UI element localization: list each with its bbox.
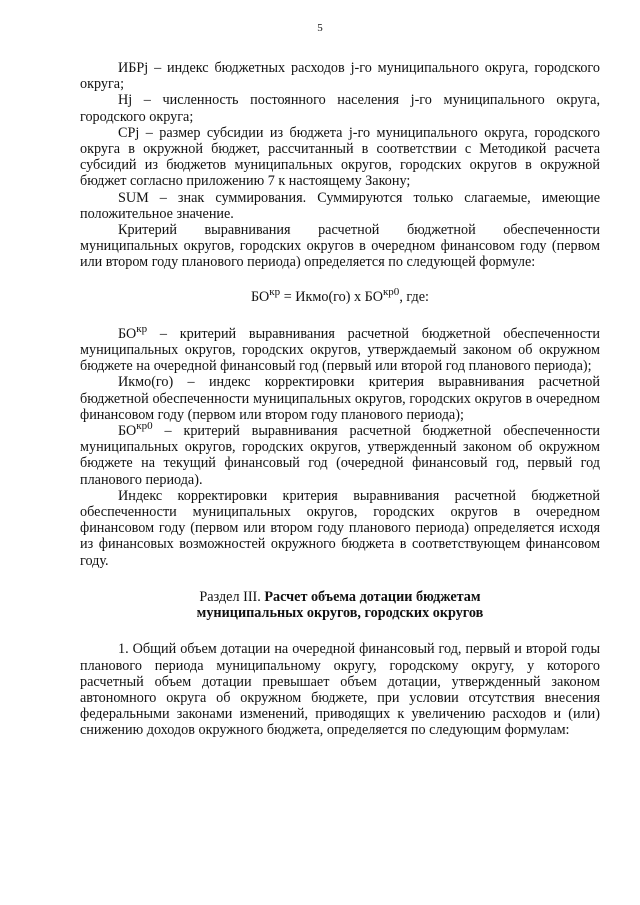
term-sup: кр0	[136, 420, 153, 433]
section-title-line1: Расчет объема дотации бюджетам	[264, 588, 481, 605]
term: БО	[118, 325, 137, 342]
formula-middle: = Икмо(го) х БО	[280, 288, 383, 305]
section-heading	[80, 589, 600, 621]
section-label: Раздел III.	[199, 588, 265, 605]
term-text: – критерий выравнивания расчетной бюджетной обеспеченности муниципальных округов, городских округов, утверждаемый законом об окружном бюджете на очередной финансовый год (первый или второй год планового периода);	[80, 325, 600, 375]
index-paragraph: Индекс корректировки критерия выравнивания расчетной бюджетной обеспеченности муниципальных округов, городских округов в очередном финансовом году (первом или втором году планового периода) определяется исходя из финансовых возможностей окружного бюджета в соответствующем финансовом году.	[80, 487, 600, 569]
definition-bokr	[80, 322, 600, 375]
term: БО	[118, 423, 137, 440]
formula	[80, 285, 600, 305]
definition-population: Нj – численность постоянного населения j-го муниципального округа, городского округа;	[80, 92, 600, 125]
term: Икмо(го)	[118, 374, 174, 391]
definition-sum: SUM – знак суммирования. Суммируются только слагаемые, имеющие положительное значение.	[80, 189, 600, 222]
criterion-intro: Критерий выравнивания расчетной бюджетной обеспеченности муниципальных округов, городских округов в очередном финансовом году (первом или втором году планового периода) определяется по следующей формуле:	[80, 222, 600, 271]
term-text: – критерий выравнивания расчетной бюджетной обеспеченности муниципальных округов, городских округов, утвержденный законом об окружном бюджете на текущий финансовый год (очередной финансовый год, первый год планового периода).	[80, 423, 600, 488]
page-content	[80, 60, 600, 739]
definition-bokr0	[80, 420, 600, 488]
definition-subsidy: СРj – размер субсидии из бюджета j-го муниципального округа, городского округа в окружной бюджет, рассчитанный в соответствии с Методикой расчета субсидий из бюджетов муниципальных округов, городских округов в окружной бюджет согласно приложению 7 к настоящему Закону;	[80, 124, 600, 190]
term-text: – индекс корректировки критерия выравнивания расчетной бюджетной обеспеченности муниципальных округов, городских округов в очередном финансовом году (первом или втором году планового периода);	[80, 374, 600, 423]
term-sup: кр	[136, 322, 148, 335]
formula-left: БО	[251, 288, 270, 305]
formula-tail: , где:	[399, 288, 429, 305]
section-title-line2: муниципальных округов, городских округов	[196, 605, 484, 622]
formula-right-sup: кр0	[382, 285, 400, 298]
page-number: 5	[317, 22, 323, 34]
item-1: 1. Общий объем дотации на очередной финансовый год, первый и второй годы планового периода муниципальному округу, городскому округу, у которого расчетный объем дотации превышает объем дотации, утвержденный законом автономного округа об окружном бюджете, при условии отсутствия внесения федеральными законами изменений, приводящих к увеличению расходов и (или) снижению доходов окружного бюджета, определяется по следующим формулам:	[80, 641, 600, 739]
definition-ikmo	[80, 374, 600, 423]
formula-left-sup: кр	[269, 285, 281, 298]
definition-ibr: ИБРj – индекс бюджетных расходов j-го муниципального округа, городского округа;	[80, 60, 600, 93]
